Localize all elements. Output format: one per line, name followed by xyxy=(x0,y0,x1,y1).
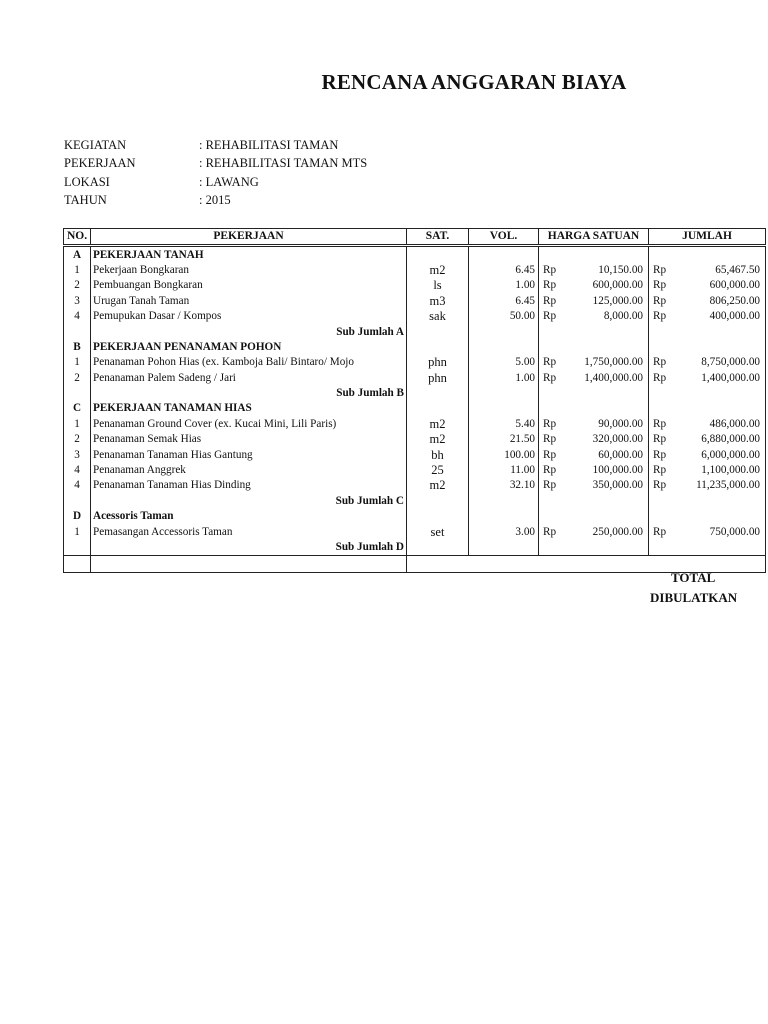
item-unit: sak xyxy=(407,309,469,324)
item-description: Penanaman Semak Hias xyxy=(91,432,407,447)
amount-cell xyxy=(649,447,766,462)
empty-cell xyxy=(539,324,649,339)
currency-label: Rp xyxy=(653,479,667,492)
item-volume: 1.00 xyxy=(469,371,539,386)
empty-cell xyxy=(539,401,649,416)
section-title: PEKERJAAN TANAH xyxy=(91,246,407,263)
amount: 1,100,000.00 xyxy=(701,464,760,477)
unit-price: 125,000.00 xyxy=(592,294,643,307)
item-unit: bh xyxy=(407,447,469,462)
empty-cell xyxy=(407,324,469,339)
header-sat: SAT. xyxy=(407,229,469,246)
unit-price: 600,000.00 xyxy=(592,279,643,292)
subtotal-row xyxy=(64,540,766,556)
total-row-cell xyxy=(91,556,407,572)
unit-price-cell xyxy=(539,371,649,386)
section-letter: C xyxy=(64,401,91,416)
empty-cell xyxy=(649,509,766,524)
currency-label: Rp xyxy=(653,464,667,477)
amount-cell xyxy=(649,524,766,539)
subtotal-label: Sub Jumlah A xyxy=(91,324,407,339)
subtotal-row xyxy=(64,386,766,401)
amount-cell xyxy=(649,371,766,386)
item-unit: set xyxy=(407,524,469,539)
empty-cell xyxy=(64,494,91,509)
subtotal-row xyxy=(64,324,766,339)
total-row-cell xyxy=(64,556,91,572)
currency-label: Rp xyxy=(543,371,557,384)
table-row xyxy=(64,309,766,324)
empty-cell xyxy=(649,540,766,556)
amount: 600,000.00 xyxy=(709,279,760,292)
empty-cell xyxy=(407,340,469,355)
item-number: 1 xyxy=(64,524,91,539)
empty-cell xyxy=(649,246,766,263)
section-letter: A xyxy=(64,246,91,263)
unit-price-cell xyxy=(539,294,649,309)
total-label: TOTAL xyxy=(671,570,716,585)
info-key: LOKASI xyxy=(64,175,110,189)
amount-cell xyxy=(649,278,766,293)
amount-cell xyxy=(649,263,766,278)
empty-cell xyxy=(407,386,469,401)
table-row xyxy=(64,263,766,278)
empty-cell xyxy=(469,386,539,401)
currency-label: Rp xyxy=(653,279,667,292)
section-row xyxy=(64,340,766,355)
empty-cell xyxy=(469,494,539,509)
item-description: Penanaman Palem Sadeng / Jari xyxy=(91,371,407,386)
item-unit: phn xyxy=(407,355,469,370)
item-number: 4 xyxy=(64,463,91,478)
item-description: Penanaman Ground Cover (ex. Kucai Mini, Lili Paris) xyxy=(91,417,407,432)
empty-cell xyxy=(469,340,539,355)
table-row xyxy=(64,417,766,432)
empty-cell xyxy=(649,494,766,509)
amount: 8,750,000.00 xyxy=(701,356,760,369)
info-key: KEGIATAN xyxy=(64,138,127,152)
empty-cell xyxy=(539,386,649,401)
amount-cell xyxy=(649,432,766,447)
currency-label: Rp xyxy=(543,448,557,461)
total-row xyxy=(64,556,766,572)
item-unit: m2 xyxy=(407,432,469,447)
empty-cell xyxy=(539,540,649,556)
empty-cell xyxy=(407,494,469,509)
currency-label: Rp xyxy=(543,356,557,369)
empty-cell xyxy=(649,401,766,416)
currency-label: Rp xyxy=(653,448,667,461)
item-volume: 32.10 xyxy=(469,478,539,493)
unit-price: 1,750,000.00 xyxy=(584,356,643,369)
amount: 65,467.50 xyxy=(715,263,760,276)
unit-price-cell xyxy=(539,263,649,278)
item-volume: 3.00 xyxy=(469,524,539,539)
item-unit: m2 xyxy=(407,417,469,432)
item-description: Penanaman Tanaman Hias Gantung xyxy=(91,447,407,462)
amount-cell xyxy=(649,294,766,309)
info-value: : 2015 xyxy=(199,193,231,207)
unit-price-cell xyxy=(539,447,649,462)
currency-label: Rp xyxy=(543,525,557,538)
total-row-cell xyxy=(539,556,649,572)
unit-price-cell xyxy=(539,355,649,370)
subtotal-label: Sub Jumlah D xyxy=(91,540,407,556)
unit-price-cell xyxy=(539,524,649,539)
table-row xyxy=(64,432,766,447)
subtotal-label: Sub Jumlah C xyxy=(91,494,407,509)
currency-label: Rp xyxy=(653,417,667,430)
amount-cell xyxy=(649,355,766,370)
currency-label: Rp xyxy=(543,310,557,323)
amount-cell xyxy=(649,309,766,324)
item-number: 2 xyxy=(64,278,91,293)
empty-cell xyxy=(64,386,91,401)
table-row xyxy=(64,478,766,493)
item-description: Pemupukan Dasar / Kompos xyxy=(91,309,407,324)
section-letter: D xyxy=(64,509,91,524)
unit-price: 350,000.00 xyxy=(592,479,643,492)
info-key: TAHUN xyxy=(64,193,107,207)
info-value: : LAWANG xyxy=(199,175,259,189)
item-volume: 50.00 xyxy=(469,309,539,324)
empty-cell xyxy=(407,246,469,263)
table-row xyxy=(64,447,766,462)
currency-label: Rp xyxy=(543,294,557,307)
amount: 806,250.00 xyxy=(709,294,760,307)
section-title: PEKERJAAN PENANAMAN POHON xyxy=(91,340,407,355)
table-row xyxy=(64,524,766,539)
empty-cell xyxy=(649,340,766,355)
unit-price-cell xyxy=(539,417,649,432)
item-description: Pembuangan Bongkaran xyxy=(91,278,407,293)
item-unit: 25 xyxy=(407,463,469,478)
currency-label: Rp xyxy=(543,417,557,430)
empty-cell xyxy=(649,386,766,401)
table-row xyxy=(64,371,766,386)
unit-price: 320,000.00 xyxy=(592,433,643,446)
item-description: Pekerjaan Bongkaran xyxy=(91,263,407,278)
item-number: 3 xyxy=(64,294,91,309)
header-vol: VOL. xyxy=(469,229,539,246)
budget-table xyxy=(63,228,766,573)
empty-cell xyxy=(539,246,649,263)
unit-price-cell xyxy=(539,478,649,493)
total-row-cell xyxy=(407,556,469,572)
unit-price: 250,000.00 xyxy=(592,525,643,538)
item-description: Penanaman Pohon Hias (ex. Kamboja Bali/ Bintaro/ Mojo xyxy=(91,355,407,370)
amount: 6,880,000.00 xyxy=(701,433,760,446)
section-title: Acessoris Taman xyxy=(91,509,407,524)
currency-label: Rp xyxy=(653,263,667,276)
section-row xyxy=(64,509,766,524)
table-header-row xyxy=(64,229,766,246)
unit-price: 90,000.00 xyxy=(598,417,643,430)
amount: 11,235,000.00 xyxy=(696,479,760,492)
table-row xyxy=(64,355,766,370)
empty-cell xyxy=(539,340,649,355)
amount-cell xyxy=(649,417,766,432)
empty-cell xyxy=(64,324,91,339)
amount: 1,400,000.00 xyxy=(701,371,760,384)
item-number: 1 xyxy=(64,355,91,370)
empty-cell xyxy=(539,494,649,509)
amount-cell xyxy=(649,463,766,478)
currency-label: Rp xyxy=(653,356,667,369)
empty-cell xyxy=(407,509,469,524)
item-volume: 1.00 xyxy=(469,278,539,293)
item-number: 4 xyxy=(64,478,91,493)
unit-price: 8,000.00 xyxy=(603,310,643,323)
amount: 6,000,000.00 xyxy=(701,448,760,461)
currency-label: Rp xyxy=(543,279,557,292)
amount: 750,000.00 xyxy=(709,525,760,538)
amount-cell xyxy=(649,478,766,493)
item-number: 2 xyxy=(64,371,91,386)
subtotal-row xyxy=(64,494,766,509)
info-value: : REHABILITASI TAMAN xyxy=(199,138,339,152)
item-unit: m3 xyxy=(407,294,469,309)
empty-cell xyxy=(407,401,469,416)
unit-price-cell xyxy=(539,463,649,478)
currency-label: Rp xyxy=(653,525,667,538)
empty-cell xyxy=(64,540,91,556)
section-row xyxy=(64,401,766,416)
currency-label: Rp xyxy=(543,263,557,276)
section-letter: B xyxy=(64,340,91,355)
currency-label: Rp xyxy=(543,433,557,446)
rounded-total-label: DIBULATKAN xyxy=(650,590,738,605)
item-number: 1 xyxy=(64,417,91,432)
header-pekerjaan: PEKERJAAN xyxy=(91,229,407,246)
unit-price: 100,000.00 xyxy=(592,464,643,477)
empty-cell xyxy=(649,324,766,339)
subtotal-label: Sub Jumlah B xyxy=(91,386,407,401)
item-unit: m2 xyxy=(407,263,469,278)
amount: 400,000.00 xyxy=(709,310,760,323)
header-no: NO. xyxy=(64,229,91,246)
item-unit: ls xyxy=(407,278,469,293)
item-volume: 6.45 xyxy=(469,294,539,309)
item-volume: 5.40 xyxy=(469,417,539,432)
currency-label: Rp xyxy=(653,371,667,384)
header-jumlah: JUMLAH xyxy=(649,229,766,246)
currency-label: Rp xyxy=(653,433,667,446)
header-harga-satuan: HARGA SATUAN xyxy=(539,229,649,246)
unit-price-cell xyxy=(539,309,649,324)
table-row xyxy=(64,463,766,478)
unit-price-cell xyxy=(539,432,649,447)
document-title: RENCANA ANGGARAN BIAYA xyxy=(321,70,627,94)
table-row xyxy=(64,278,766,293)
total-row-cell xyxy=(469,556,539,572)
unit-price-cell xyxy=(539,278,649,293)
empty-cell xyxy=(469,540,539,556)
item-number: 2 xyxy=(64,432,91,447)
unit-price: 60,000.00 xyxy=(598,448,643,461)
unit-price: 1,400,000.00 xyxy=(584,371,643,384)
item-number: 3 xyxy=(64,447,91,462)
item-volume: 21.50 xyxy=(469,432,539,447)
section-row xyxy=(64,246,766,263)
item-volume: 5.00 xyxy=(469,355,539,370)
item-volume: 11.00 xyxy=(469,463,539,478)
item-description: Urugan Tanah Taman xyxy=(91,294,407,309)
info-value: : REHABILITASI TAMAN MTS xyxy=(199,156,368,170)
info-key: PEKERJAAN xyxy=(64,156,136,170)
item-description: Pemasangan Accessoris Taman xyxy=(91,524,407,539)
empty-cell xyxy=(469,401,539,416)
table-row xyxy=(64,294,766,309)
item-unit: m2 xyxy=(407,478,469,493)
currency-label: Rp xyxy=(543,464,557,477)
item-description: Penanaman Tanaman Hias Dinding xyxy=(91,478,407,493)
empty-cell xyxy=(407,540,469,556)
item-description: Penanaman Anggrek xyxy=(91,463,407,478)
currency-label: Rp xyxy=(653,294,667,307)
item-unit: phn xyxy=(407,371,469,386)
item-volume: 6.45 xyxy=(469,263,539,278)
empty-cell xyxy=(539,509,649,524)
empty-cell xyxy=(469,324,539,339)
currency-label: Rp xyxy=(653,310,667,323)
item-number: 4 xyxy=(64,309,91,324)
item-number: 1 xyxy=(64,263,91,278)
section-title: PEKERJAAN TANAMAN HIAS xyxy=(91,401,407,416)
empty-cell xyxy=(469,509,539,524)
amount: 486,000.00 xyxy=(709,417,760,430)
unit-price: 10,150.00 xyxy=(598,263,643,276)
empty-cell xyxy=(469,246,539,263)
item-volume: 100.00 xyxy=(469,447,539,462)
currency-label: Rp xyxy=(543,479,557,492)
